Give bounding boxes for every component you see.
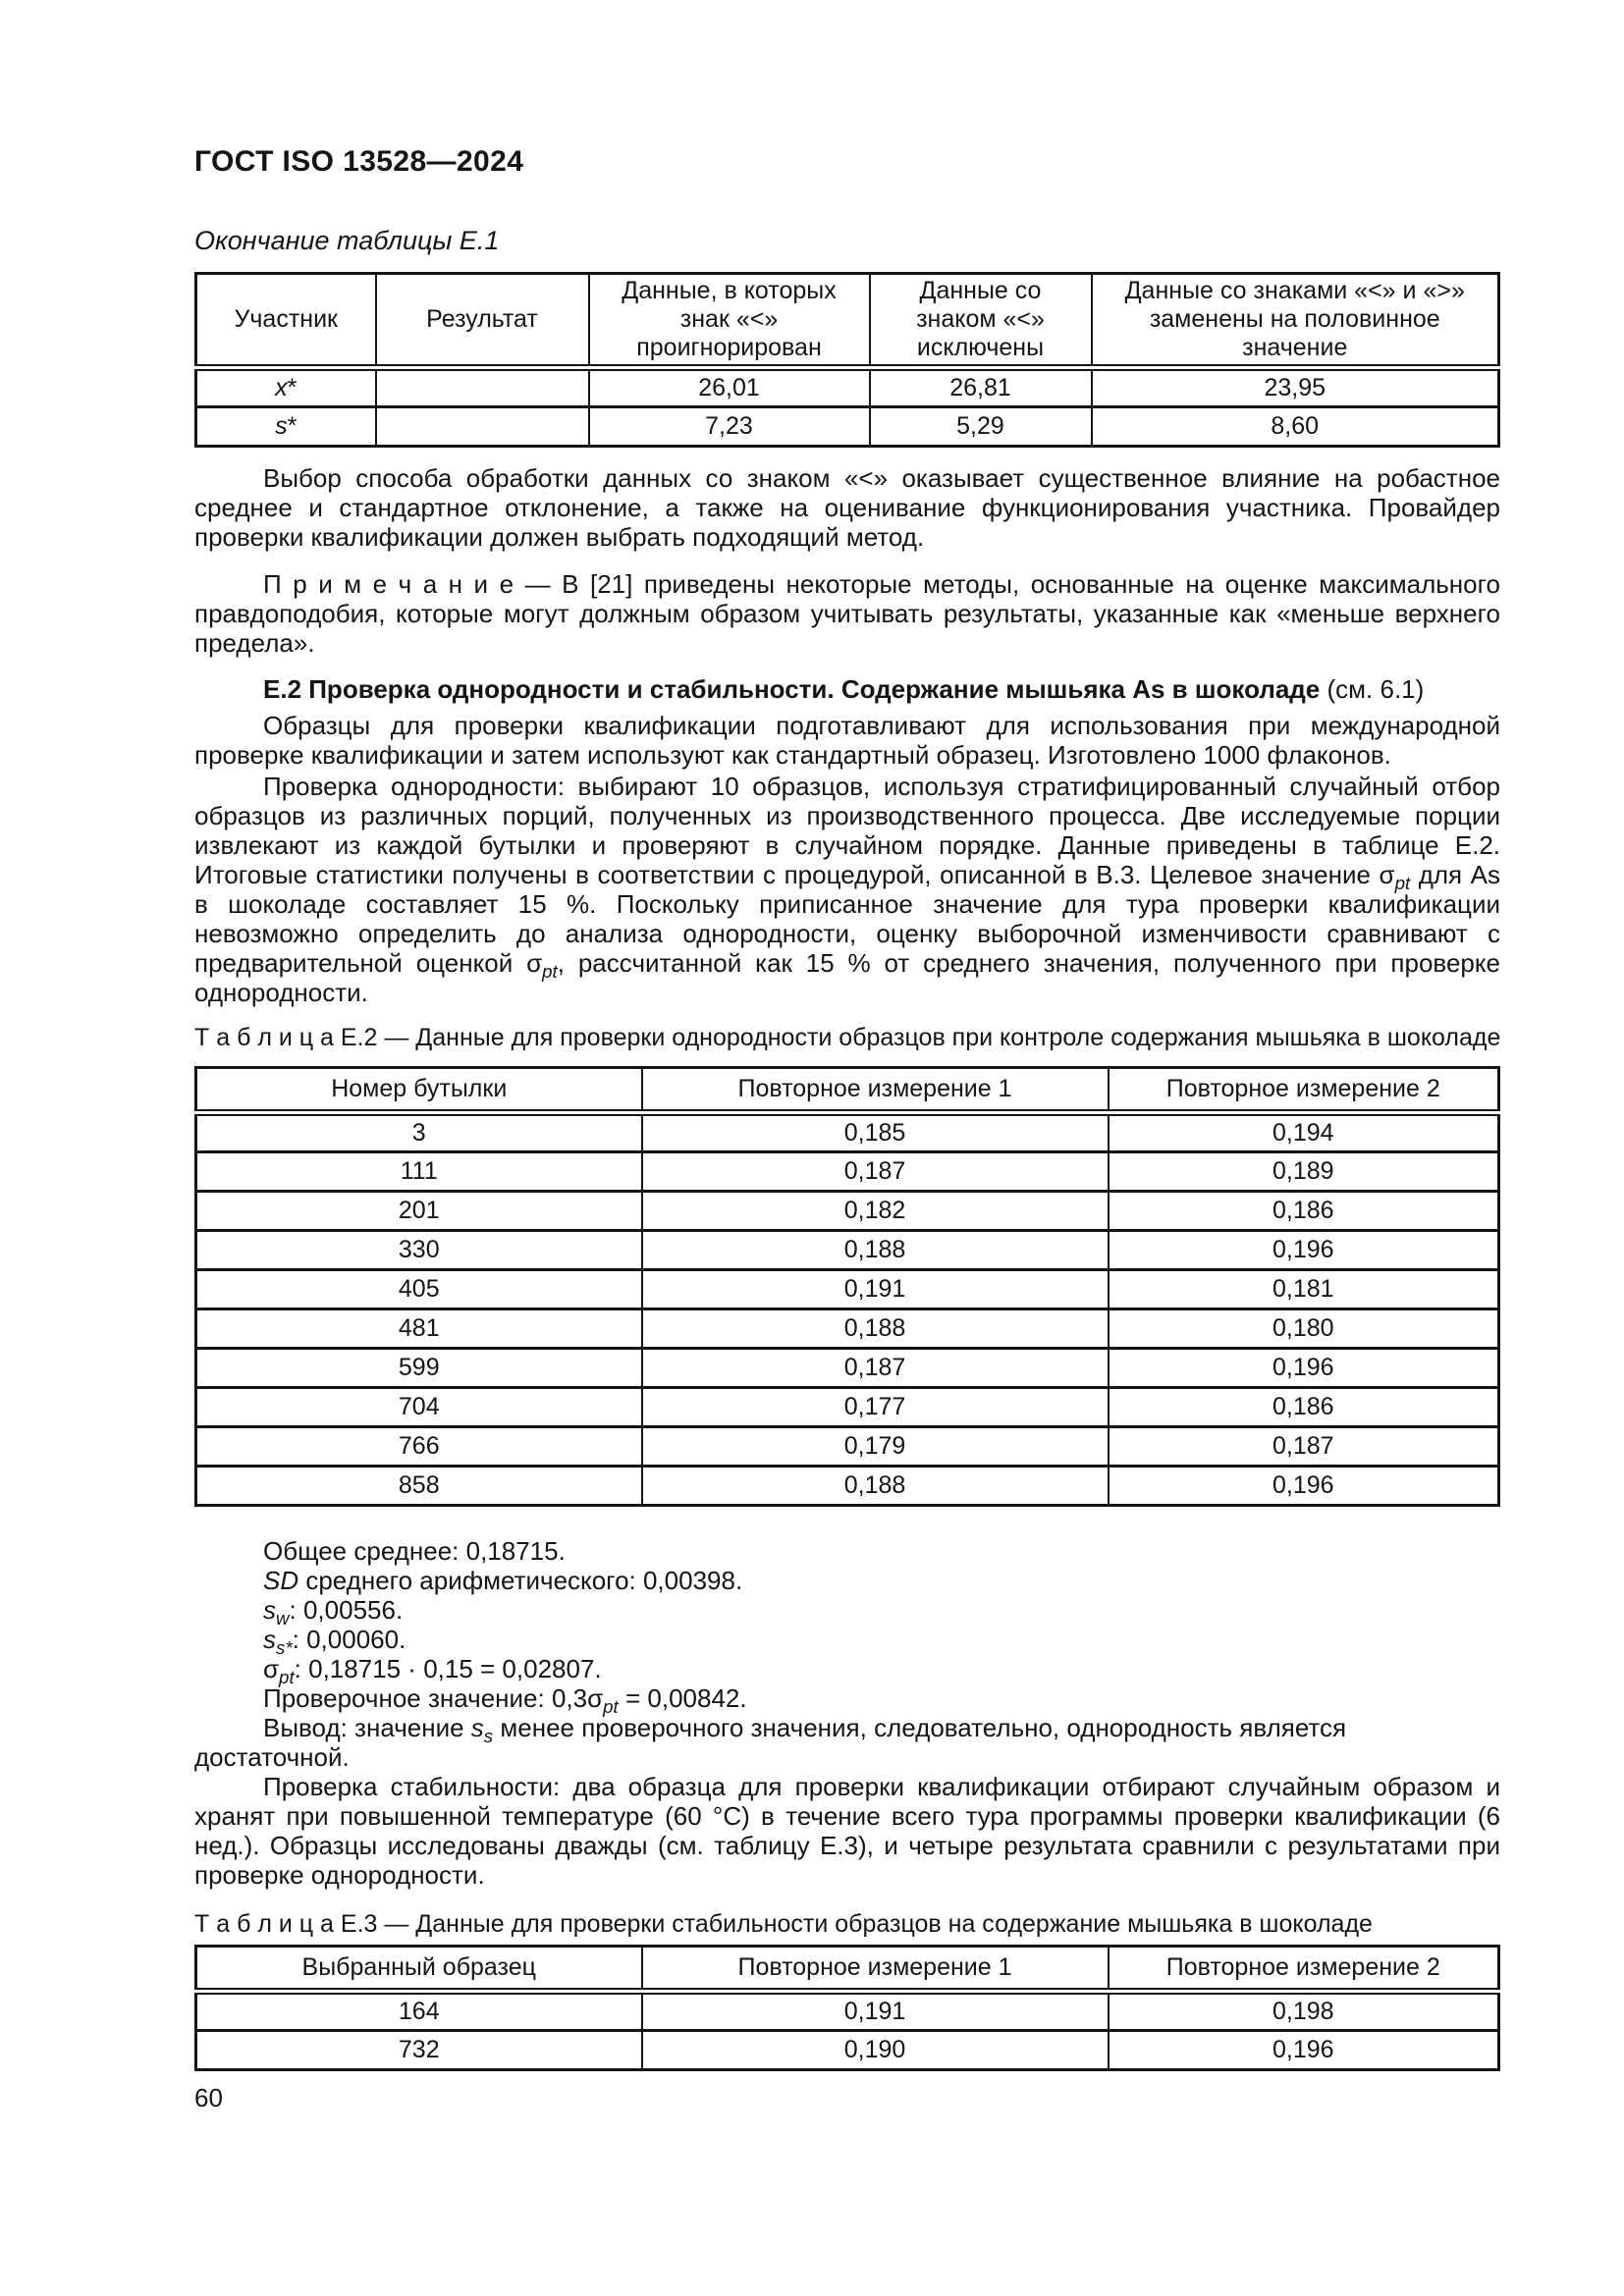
table-e2	[194, 1066, 1500, 1507]
table-row	[196, 1231, 1499, 1270]
table-row	[196, 1992, 1499, 2031]
table-e1-continuation-label: Окончание таблицы Е.1	[194, 226, 500, 255]
table-row	[196, 1113, 1499, 1152]
table-row	[196, 1349, 1499, 1388]
table-cell: 0,191	[642, 1992, 1109, 2031]
table-cell: 481	[196, 1309, 642, 1349]
table-e1	[194, 272, 1500, 448]
stat-sw: $s_w$: 0,00556.	[263, 1595, 404, 1629]
table-e3-body	[196, 1992, 1499, 2070]
paragraph-data-processing: Выбор способа обработки данных со знаком «<» оказывает существенное влияние на робастное среднее и стандартное отклонение, а также на оценивание функционирования участника. Провайдер проверки квалификации должен выбрать подходящий метод.	[194, 463, 1500, 552]
section-heading-e2: Е.2 Проверка однородности и стабильности. Содержание мышьяка As в шоколаде (см. 6.1)	[263, 674, 1425, 704]
table-row	[196, 407, 1499, 447]
table-cell	[376, 368, 589, 407]
table-cell: 0,188	[642, 1467, 1109, 1506]
table-cell: 0,181	[1109, 1270, 1499, 1309]
column-header: Повторное измерение 2	[1109, 1068, 1499, 1113]
stat-conclusion: Вывод: значение $s_s$ менее проверочного значения, следовательно, однородность является достаточной.	[194, 1713, 1347, 1772]
stat-overall-mean: Общее среднее: 0,18715.	[263, 1536, 566, 1566]
table-cell: 766	[196, 1427, 642, 1467]
paragraph-samples: Образцы для проверки квалификации подготавливают для использования при международной проверке квалификации и затем используют как стандартный образец. Изготовлено 1000 флаконов.	[194, 711, 1500, 770]
table-cell: 0,190	[642, 2031, 1109, 2070]
table-cell: 111	[196, 1152, 642, 1192]
table-cell: 0,194	[1109, 1113, 1499, 1152]
column-header: Результат	[376, 274, 589, 368]
table-header-row	[196, 274, 1499, 368]
table-cell: 405	[196, 1270, 642, 1309]
table-cell: 858	[196, 1467, 642, 1506]
table-e3-caption: Т а б л и ц а Е.3 — Данные для проверки стабильности образцов на содержание мышьяка в шоколаде	[194, 1910, 1373, 1938]
table-cell: 0,188	[642, 1231, 1109, 1270]
stat-check-value: Проверочное значение: $0,3\sigma_{pt} = 0,00842$.	[263, 1683, 747, 1717]
table-cell: 330	[196, 1231, 642, 1270]
table-e1-header	[196, 274, 1499, 368]
table-cell: 0,187	[642, 1349, 1109, 1388]
table-cell: 23,95	[1092, 368, 1499, 407]
column-header: Участник	[196, 274, 376, 368]
table-cell: 0,198	[1109, 1992, 1499, 2031]
statistics-block	[194, 1536, 1500, 1772]
table-cell: 201	[196, 1192, 642, 1231]
table-header-row	[196, 1947, 1499, 1992]
stat-ss: $s_{s*}$: 0,00060.	[263, 1625, 406, 1658]
table-e1-body	[196, 368, 1499, 447]
paragraph-stability: Проверка стабильности: два образца для проверки квалификации отбирают случайным образом и хранят при повышенной температуре (60 °C) в течение всего тура программы проверки квалификации (6 нед.). Образцы исследованы дважды (см. таблицу Е.3), и четыре результата сравнили с результатами при проверке однородности.	[194, 1772, 1500, 1890]
table-cell: 0,196	[1109, 1349, 1499, 1388]
table-cell: 0,191	[642, 1270, 1109, 1309]
table-e2-header	[196, 1068, 1499, 1113]
column-header: Данные со знаком «<» исключены	[870, 274, 1092, 368]
table-row	[196, 368, 1499, 407]
table-cell: 7,23	[589, 407, 870, 447]
table-cell: 0,180	[1109, 1309, 1499, 1349]
table-cell: 0,196	[1109, 1231, 1499, 1270]
table-row	[196, 1388, 1499, 1427]
table-row	[196, 1309, 1499, 1349]
column-header: Повторное измерение 1	[642, 1947, 1109, 1992]
table-e2-caption: Т а б л и ц а Е.2 — Данные для проверки однородности образцов при контроле содержания мышьяка в шоколаде	[194, 1024, 1501, 1051]
table-cell: 8,60	[1092, 407, 1499, 447]
table-cell: 5,29	[870, 407, 1092, 447]
page-title: ГОСТ ISO 13528—2024	[194, 145, 524, 178]
stat-sigma-pt: $\sigma_{pt}$: 0,18715 · 0,15 = 0,02807.	[263, 1654, 602, 1687]
table-e3-header	[196, 1947, 1499, 1992]
table-cell: 0,196	[1109, 1467, 1499, 1506]
table-cell: 0,196	[1109, 2031, 1499, 2070]
column-header: Данные со знаками «<» и «>» заменены на половинное значение	[1092, 274, 1499, 368]
page-number: 60	[194, 2083, 223, 2112]
table-cell: 0,188	[642, 1309, 1109, 1349]
table-row	[196, 1467, 1499, 1506]
table-cell: 0,182	[642, 1192, 1109, 1231]
table-cell: 704	[196, 1388, 642, 1427]
table-row	[196, 1152, 1499, 1192]
table-row	[196, 1192, 1499, 1231]
table-cell: 0,179	[642, 1427, 1109, 1467]
table-cell: 0,186	[1109, 1388, 1499, 1427]
table-e3	[194, 1945, 1500, 2071]
table-cell: 0,189	[1109, 1152, 1499, 1192]
column-header: Данные, в которых знак «<» проигнорирован	[589, 274, 870, 368]
stat-sd-mean: SD среднего арифметического: 0,00398.	[263, 1566, 743, 1595]
table-row	[196, 1427, 1499, 1467]
table-cell: s*	[196, 407, 376, 447]
table-cell: 164	[196, 1992, 642, 2031]
table-cell: 26,01	[589, 368, 870, 407]
column-header: Повторное измерение 2	[1109, 1947, 1499, 1992]
paragraph-homogeneity: Проверка однородности: выбирают 10 образцов, используя стратифицированный случайный отбор образцов из различных порций, полученных из производственного процесса. Две исследуемые порции извлекают из каждой бутылки и проверяют в случайном порядке. Данные приведены в таблице Е.2. Итоговые статистики получены в соответствии с процедурой, описанной в В.3. Целевое значение $\sigma_{pt}$ для As в шоколаде составляет 15 %. Поскольку приписанное значение для тура проверки квалификации невозможно определить до анализа однородности, оценку выборочной изменчивости сравнивают с предварительной оценкой $\sigma_{pt}$, рассчитанной как 15 % от среднего значения, полученного при проверке однородности.	[194, 772, 1500, 1007]
table-cell: 0,186	[1109, 1192, 1499, 1231]
table-cell: x*	[196, 368, 376, 407]
column-header: Повторное измерение 1	[642, 1068, 1109, 1113]
table-cell: 3	[196, 1113, 642, 1152]
table-cell: 732	[196, 2031, 642, 2070]
table-cell: 0,185	[642, 1113, 1109, 1152]
table-cell: 0,187	[1109, 1427, 1499, 1467]
table-cell: 0,177	[642, 1388, 1109, 1427]
table-header-row	[196, 1068, 1499, 1113]
column-header: Номер бутылки	[196, 1068, 642, 1113]
table-cell: 599	[196, 1349, 642, 1388]
page-content	[194, 0, 1500, 2113]
table-cell: 26,81	[870, 368, 1092, 407]
column-header: Выбранный образец	[196, 1947, 642, 1992]
table-cell	[376, 407, 589, 447]
table-e2-body	[196, 1113, 1499, 1506]
table-cell: 0,187	[642, 1152, 1109, 1192]
note-paragraph: П р и м е ч а н и е — В [21] приведены некоторые методы, основанные на оценке максимального правдоподобия, которые могут должным образом учитывать результаты, указанные как «меньше верхнего предела».	[194, 569, 1500, 658]
table-row	[196, 2031, 1499, 2070]
table-row	[196, 1270, 1499, 1309]
